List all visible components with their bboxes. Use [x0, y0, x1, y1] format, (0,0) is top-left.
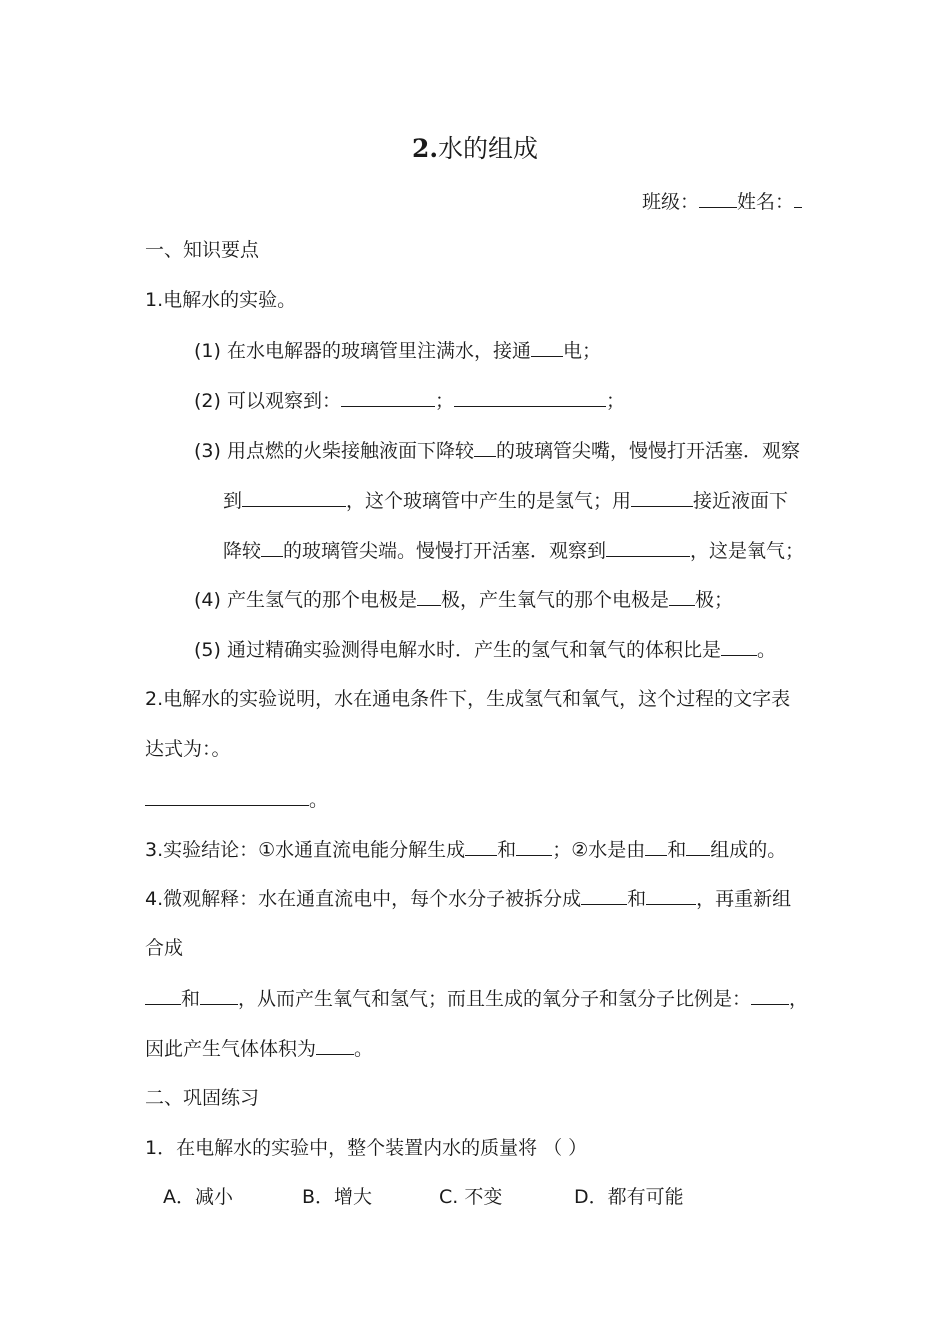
question-1-part-3-line-2	[223, 487, 788, 514]
fill-blank	[341, 387, 435, 407]
q3-tail: 组成的。	[710, 839, 787, 861]
fill-blank	[417, 586, 441, 606]
header-fields	[642, 188, 802, 215]
q1-4-mid: 极，产生氧气的那个电极是	[440, 589, 669, 611]
question-4-line-3	[145, 985, 808, 1012]
title-number: 2.	[411, 134, 439, 163]
q4d-tail: 。	[354, 1038, 374, 1060]
q4c-and: 和	[181, 988, 201, 1010]
q4d-text: 因此产生气体体积为	[145, 1038, 317, 1060]
q3-text: 3.实验结论：①水通直流电能分解生成	[145, 839, 466, 861]
q4c-tail: ，	[789, 988, 809, 1010]
fill-blank	[474, 437, 496, 457]
q1-4-tail: 极；	[694, 589, 733, 611]
fill-blank	[669, 586, 695, 606]
practice-question-1: 1．在电解水的实验中，整个装置内水的质量将 （ ）	[145, 1137, 588, 1159]
q1-3b-text: 到	[223, 490, 243, 512]
fill-blank	[721, 636, 757, 656]
fill-blank	[581, 885, 627, 905]
class-label: 班级：	[642, 191, 700, 213]
q1-1-text: (1) 在水电解器的玻璃管里注满水，接通	[194, 340, 531, 362]
class-blank	[699, 188, 737, 208]
q1-2-sep: ；	[434, 390, 454, 412]
fill-blank	[645, 836, 667, 856]
q4a-and: 和	[627, 888, 647, 910]
fill-blank	[454, 387, 606, 407]
question-2-line-3	[145, 786, 328, 813]
fill-blank	[145, 985, 181, 1005]
q1-3b-tail: 接近液面下	[693, 490, 789, 512]
q4c-text: ，从而产生氧气和氢气；而且生成的氧分子和氢分子比例是：	[238, 988, 752, 1010]
q4a-text: 4.微观解释：水在通直流电中，每个水分子被拆分成	[145, 888, 582, 910]
question-1-part-3-line-1	[194, 437, 800, 464]
question-4-line-4	[145, 1035, 373, 1062]
question-1-part-1	[194, 337, 601, 364]
option-a: A．减小	[163, 1186, 233, 1208]
fill-blank	[606, 537, 690, 557]
question-1-title: 1.电解水的实验。	[145, 289, 297, 311]
q1-3c-tail: ，这是氧气；	[690, 540, 805, 562]
q1-3a-text: (3) 用点燃的火柴接触液面下降较	[194, 440, 474, 462]
fill-blank	[646, 885, 696, 905]
question-2-line-2: 达式为：。	[145, 738, 231, 760]
q1-3c-mid: 的玻璃管尖端。慢慢打开活塞．观察到	[283, 540, 607, 562]
option-c: C. 不变	[439, 1186, 503, 1208]
q1-3c-text: 降较	[223, 540, 262, 562]
name-label: 姓名：	[737, 191, 795, 213]
q1-5-tail: 。	[756, 639, 776, 661]
question-1-part-4	[194, 586, 733, 613]
q2-tail: 。	[309, 789, 329, 811]
q1-3b-mid: ，这个玻璃管中产生的是氢气；用	[346, 490, 632, 512]
q1-4-text: (4) 产生氢气的那个电极是	[194, 589, 417, 611]
page-title	[0, 132, 950, 166]
q1-2-tail: ；	[605, 390, 625, 412]
q3-and-1: 和	[497, 839, 517, 861]
q1-2-text: (2) 可以观察到：	[194, 390, 341, 412]
section-heading-knowledge: 一、知识要点	[145, 239, 260, 261]
fill-blank	[465, 836, 497, 856]
question-2-line-1: 2.电解水的实验说明，水在通电条件下，生成氢气和氧气，这个过程的文字表	[145, 688, 791, 710]
fill-blank	[516, 836, 552, 856]
fill-blank	[261, 537, 283, 557]
q1-1-tail: 电；	[562, 340, 601, 362]
fill-blank	[242, 487, 346, 507]
question-1-part-5	[194, 636, 776, 663]
q1-3a-tail: 的玻璃管尖嘴，慢慢打开活塞．观察	[495, 440, 800, 462]
fill-blank	[316, 1035, 354, 1055]
option-d: D．都有可能	[574, 1186, 684, 1208]
q3-and-2: 和	[667, 839, 687, 861]
question-3	[145, 836, 786, 863]
option-b: B．增大	[302, 1186, 373, 1208]
fill-blank	[751, 985, 789, 1005]
fill-blank	[631, 487, 693, 507]
question-4-line-1	[145, 885, 791, 912]
fill-blank	[145, 786, 309, 806]
question-4-line-2: 合成	[145, 937, 184, 959]
title-text: 水的组成	[438, 134, 539, 163]
question-1-part-3-line-3	[223, 537, 804, 564]
q1-5-text: (5) 通过精确实验测得电解水时．产生的氢气和氧气的体积比是	[194, 639, 721, 661]
name-blank	[794, 188, 802, 208]
q3-mid: ；②水是由	[552, 839, 646, 861]
question-1-part-2	[194, 387, 625, 414]
q4a-tail: ，再重新组	[696, 888, 792, 910]
fill-blank	[531, 337, 563, 357]
fill-blank	[200, 985, 238, 1005]
fill-blank	[686, 836, 710, 856]
section-heading-practice: 二、巩固练习	[145, 1087, 260, 1109]
